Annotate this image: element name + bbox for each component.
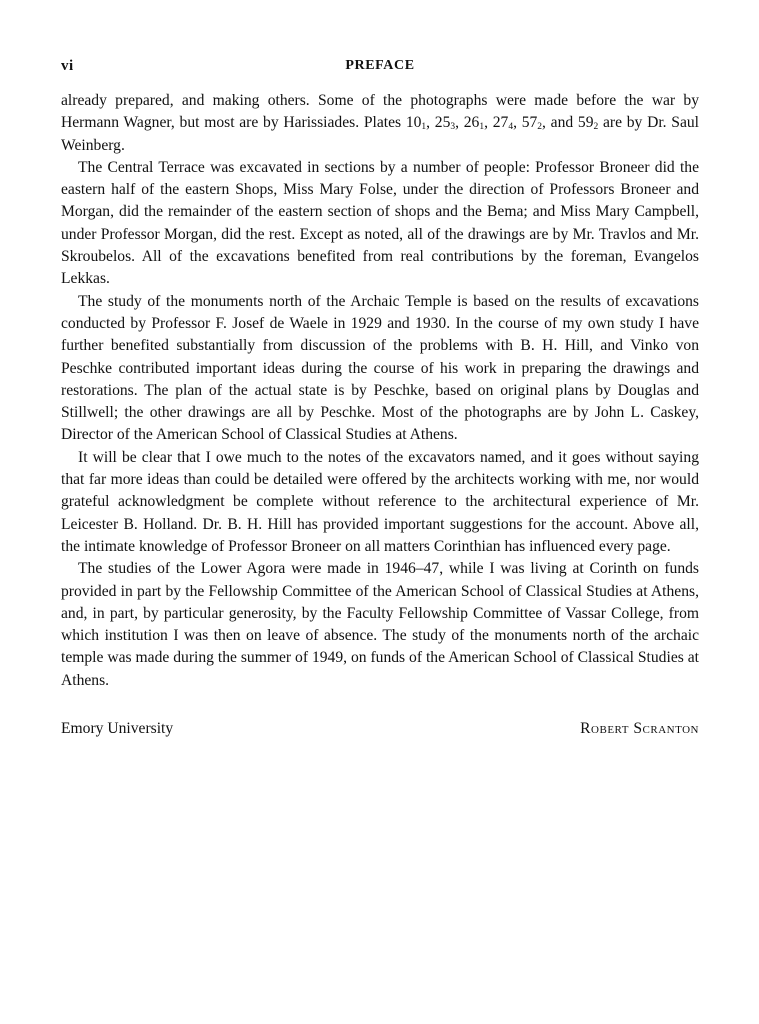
preface-body [61,90,699,692]
paragraph-1-text-g: are by Dr. Saul Weinberg. [61,114,700,154]
author-name: Robert Scranton [580,720,699,738]
paragraph-4: It will be clear that I owe much to the notes of the excavators named, and it goes without saying that far more ideas than could be detailed were offered by the architects working with me, nor would grateful acknowledgment be complete without reference to the architectural experience of Mr. Leicester B. Holland. Dr. B. H. Hill has provided important suggestions for the account. Above all, the intimate knowledge of Professor Broneer on all matters Corinthian has influenced every page. [61,448,699,555]
document-page [61,58,699,744]
plate-subscript: 4 [508,122,514,133]
paragraph-1 [61,90,699,157]
page-title: PREFACE [345,58,415,73]
plate-subscript: 2 [593,122,599,133]
paragraph-1-text-a: already prepared, and making others. Some of the photographs were made before the war by Hermann Wagner, but most are by Harissiades. Plates 10 [61,92,699,132]
paragraph-1-text-b: , 25 [426,114,451,132]
plate-subscript: 2 [537,122,543,133]
paragraph-5: The studies of the Lower Agora were made in 1946–47, while I was living at Corinth on funds provided in part by the Fellowship Committee of the American School of Classical Studies at Athens, and, in part, by particular generosity, by the Faculty Fellowship Committee of Vassar College, from which institution I was then on leave of absence. The study of the monuments north of the archaic temple was made during the summer of 1949, on funds of the American School of Classical Studies at Athens. [61,560,699,689]
signature-block [61,720,699,744]
page-number: vi [61,58,74,74]
plate-subscript: 1 [479,122,485,133]
paragraph-2: The Central Terrace was excavated in sections by a number of people: Professor Broneer did the eastern half of the eastern Shops, Miss Mary Folse, under the direction of Professors Broneer and Morgan, did the remainder of the eastern section of shops and the Bema; and Miss Mary Campbell, under Professor Morgan, did the rest. Except as noted, all of the drawings are by Mr. Travlos and Mr. Skroubelos. All of the excavations benefited from real contributions by the foreman, Evangelos Lekkas. [61,158,699,288]
affiliation: Emory University [61,720,174,738]
paragraph-3: The study of the monuments north of the Archaic Temple is based on the results of excavations conducted by Professor F. Josef de Waele in 1929 and 1930. In the course of my own study I have further benefited substantially from discussion of the problems with B. H. Hill, and Vinko von Peschke contributed important ideas during the course of his work in preparing the drawings and restorations. The plan of the actual state is by Peschke, based on original plans by Douglas and Stillwell; the other drawings are all by Peschke. Most of the photographs are by John L. Caskey, Director of the American School of Classical Studies at Athens. [61,292,699,444]
paragraph-1-text-d: , 27 [484,114,509,132]
plate-subscript: 3 [450,122,456,133]
plate-subscript: 1 [421,122,427,133]
paragraph-1-text-e: , 57 [513,114,538,132]
paragraph-1-text-f: , and 59 [542,114,594,132]
running-head [61,58,699,80]
paragraph-1-text-c: , 26 [455,114,480,132]
